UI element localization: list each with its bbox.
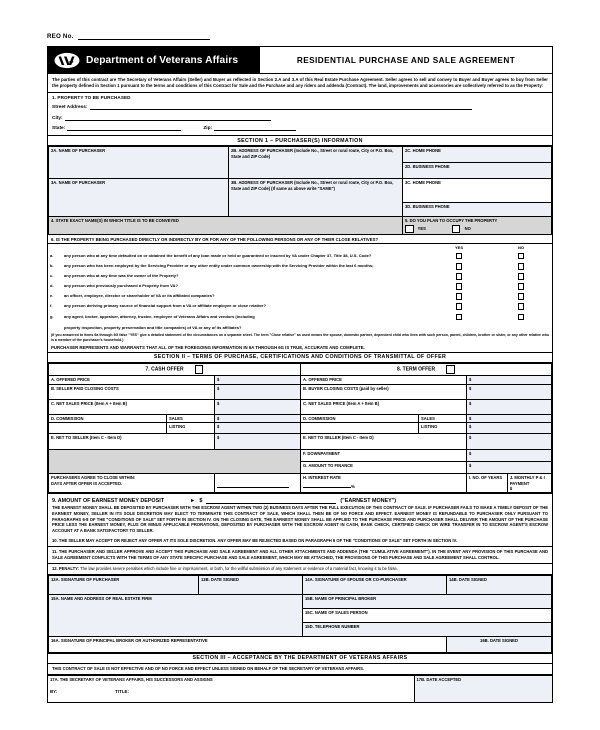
table-row	[49, 434, 552, 450]
term-offered-price-input[interactable]	[467, 376, 552, 384]
earnest-money-label: 9. AMOUNT OF EARNEST MONEY DEPOSIT	[52, 498, 165, 505]
item-text: any agent, broker, appraiser, attorney, trustee, employee of Veterans Affairs and vendors (including	[64, 313, 255, 319]
purchaser1-address-label: 2B. ADDRESS OF PURCHASER (Include No., Street or rural route, City or P.O. Box, State and ZIP Code)	[231, 148, 394, 159]
city-label: City:	[52, 115, 63, 121]
purchaser-date-cell[interactable]	[199, 575, 303, 594]
purchaser-signature-label: 13A. SIGNATURE OF PURCHASER	[51, 576, 120, 582]
spouse-date-label: 14B. DATE SIGNED	[449, 576, 487, 582]
real-estate-firm-cell[interactable]	[49, 594, 303, 636]
no-checkbox[interactable]	[518, 314, 524, 320]
cash-net-to-seller-label: E. NET TO SELLER (Item C - Item D)	[49, 434, 215, 450]
cash-blocked-cell	[49, 450, 301, 474]
real-estate-firm-label: 15A. NAME AND ADDRESS OF REAL ESTATE FIRM	[51, 595, 152, 601]
zip-label: Zip:	[203, 125, 213, 131]
downpayment-input[interactable]	[467, 450, 552, 462]
state-zip-row	[52, 124, 548, 131]
section1-bar: SECTION 1 – PURCHASER(S) INFORMATION	[48, 136, 552, 146]
title-conveyed-cell[interactable]	[49, 217, 403, 235]
cash-offer-label: 7. CASH OFFER	[145, 367, 184, 373]
form-header	[48, 47, 552, 74]
item-letter: g.	[50, 313, 54, 319]
item-yes-cell[interactable]	[428, 312, 490, 322]
table-row	[49, 179, 552, 203]
principal-broker-cell[interactable]	[303, 594, 552, 608]
close-within-suffix: DAYS AFTER OFFER IS ACCEPTED.	[51, 480, 123, 486]
table-row	[48, 675, 552, 702]
interest-rate-cell[interactable]	[301, 474, 467, 493]
item-letter: d.	[50, 283, 54, 289]
table-row	[49, 414, 552, 422]
paragraph-11-number: 11.	[52, 549, 58, 554]
item-text: any person who at any time was the owner of the Property?	[64, 273, 179, 279]
broker-date-cell[interactable]	[447, 636, 552, 652]
purchaser2-name-label: 3A. NAME OF PURCHASER	[51, 180, 106, 186]
purchaser1-home-phone-cell[interactable]	[403, 147, 552, 163]
currency-prefix: $	[217, 400, 220, 406]
paragraph-10-number: 10.	[52, 537, 58, 543]
va-purchase-agreement-form	[47, 46, 553, 703]
cash-closing-costs-label: B. SELLER PAID CLOSING COSTS	[49, 384, 215, 399]
purchaser1-business-phone-cell[interactable]	[403, 163, 552, 179]
table-row	[49, 376, 552, 384]
list-item	[48, 272, 552, 282]
purchaser1-home-phone-label: 2C. HOME PHONE	[405, 148, 441, 154]
purchaser1-address-cell[interactable]	[229, 147, 403, 179]
table-row	[49, 423, 552, 434]
date-accepted-label: 17B. DATE ACCEPTED	[416, 676, 462, 682]
table-row	[49, 363, 552, 376]
item-yes-cell[interactable]	[428, 292, 490, 302]
list-item	[48, 262, 552, 272]
state-label: State:	[52, 125, 66, 131]
downpayment-label: F. DOWNPAYMENT	[301, 450, 467, 462]
signature-table	[48, 575, 552, 653]
item-no-cell[interactable]	[490, 262, 552, 272]
close-within-label: PURCHASERS AGREE TO CLOSE WITHIN:	[51, 475, 136, 481]
term-net-sales-label: C. NET SALES PRICE (Item A + Item B)	[301, 399, 467, 414]
purchaser2-address-label: 3B. ADDRESS OF PURCHASER (Include No., Street or rural route, City or P.O. Box, State and ZIP Code) (If same as above write "SAME")	[231, 180, 394, 191]
earnest-money-body: THE EARNEST MONEY SHALL BE DEPOSITED BY PURCHASER WITH THE ESCROW AGENT WITHIN TWO (2) BUSINESS DAYS AFTER THE FULL EXECUTION OF THIS CONTRACT OF SALE. IF PURCHASER FAILS TO MAKE A TIMELY DEPOSIT OF THE EARNEST MONEY, SELLER IN ITS SOLE DISCRETION MAY ELECT TO TERMINATE THIS CONTRACT OF SALE, WHICH SHALL THEN BE OF NO FORCE AND EFFECT. EARNEST MONEY IS REFUNDABLE TO PURCHASER ONLY PURSUANT TO PARAGRAPHS 6-8 OF THE "CONDITIONS OF SALE" SET FORTH IN SECTION IV. ON THE CLOSING DATE, THE EARNEST MONEY SHALL BE APPLIED TO THE PURCHASE PRICE AND PURCHASER SHALL DELIVER THE AMOUNT OF THE PURCHASE PRICE LESS THE EARNEST MONEY, PLUS OR MINUS APPLICABLE PRORATIONS, DEPOSITED BY PURCHASER WITH THE ESCROW AGENT IN CASH, BANK CHECK, CERTIFIED CHECK OR WIRE TRANSFER IN TO ESCROW AGENT'S ESCROW ACCOUNT AT A BANK SATISFACTORY TO SELLER.	[52, 505, 548, 533]
term-offer-header	[301, 363, 552, 376]
item-yes-cell[interactable]	[428, 262, 490, 272]
currency-prefix: $	[469, 400, 472, 406]
term-net-to-seller-input[interactable]	[467, 434, 552, 450]
currency-prefix: $	[217, 415, 220, 421]
table-row	[49, 147, 552, 163]
state-input[interactable]	[67, 124, 181, 131]
purchaser2-home-phone-label: 3C. HOME PHONE	[405, 180, 441, 186]
spouse-signature-label: 14A. SIGNATURE OF SPOUSE OR CO-PURCHASER	[305, 576, 407, 582]
term-offer-label: 8. TERM OFFER	[397, 367, 436, 373]
item-letter: f.	[50, 303, 53, 309]
paragraph-11-text: THE PURCHASER AND SELLER APPROVE AND ACCEPT THIS PURCHASE AND SALE AGREEMENT AND ALL OTHER ATTACHMENTS AND ADDENDA (THE "CUMULATIVE AGREEMENT"). IN THE EVENT ANY PROVISION OF THIS PURCHASE AND SALE AGREEMENT CONFLICTS WITH THE TERMS OF ANY STATE SPECIFIC PURCHASE AND SALE AGREEMENT, WHICH MAY BE ATTACHED, THE PROVISIONS OF THIS PURCHASE AND SALE AGREEMENT SHALL CONTROL.	[52, 549, 548, 560]
sales-person-cell[interactable]	[303, 608, 552, 622]
relatives-question: 6. IS THE PROPERTY BEING PURCHASED DIRECTLY OR INDIRECTLY BY OR FOR ANY OF THE FOLLOWING PERSONS OR ANY OF THEIR CLOSE RELATIVES?	[48, 235, 552, 244]
item-yes-cell[interactable]	[428, 302, 490, 312]
monthly-payment-cell[interactable]	[507, 474, 551, 492]
currency-prefix: $	[469, 377, 472, 383]
term-commission-sales-input[interactable]	[467, 414, 552, 422]
table-row	[49, 575, 552, 594]
list-item	[48, 292, 552, 302]
sales-person-label: 15C. NAME OF SALES PERSON	[305, 609, 368, 615]
no-checkbox[interactable]	[518, 253, 524, 259]
form-title-area	[260, 47, 552, 73]
item-text: any person who has been employed by the Servicing Provider or any other entity under common ownership with the Servicing Provider within the last 6 months;	[64, 263, 374, 269]
list-item	[48, 282, 552, 292]
city-row	[52, 114, 548, 121]
term-commission-sales-label: SALES	[419, 414, 467, 422]
no-checkbox[interactable]	[518, 263, 524, 269]
agency-name: Department of Veterans Affairs	[86, 54, 239, 66]
no-checkbox[interactable]	[518, 303, 524, 309]
item-letter: e.	[50, 293, 54, 299]
amount-to-finance-label: G. AMOUNT TO FINANCE	[301, 462, 467, 474]
reo-number-label: REO No.	[47, 33, 74, 40]
by-label[interactable]: BY:	[50, 689, 58, 695]
spouse-signature-cell[interactable]	[303, 575, 447, 594]
term-commission-label: D. COMMISSION	[301, 414, 419, 422]
purchaser-representation: PURCHASER REPRESENTS AND WARRANTS THAT ALL OF THE FOREGOING INFORMATION IN 6A THROUGH 6G IS TRUE, ACCURATE AND COMPLETE.	[48, 344, 552, 353]
relatives-table	[48, 244, 552, 332]
reo-number-input[interactable]	[78, 32, 210, 40]
currency-prefix: $	[469, 415, 472, 421]
years-payment-group	[467, 474, 552, 493]
paragraph-12	[48, 564, 552, 575]
broker-date-label: 16B. DATE SIGNED	[480, 637, 518, 643]
close-within-days-input[interactable]	[215, 474, 301, 493]
terms-table	[48, 363, 552, 493]
monthly-payment-prefix: $	[509, 485, 513, 491]
table-row	[49, 384, 552, 399]
table-row	[49, 399, 552, 414]
item-yes-cell[interactable]	[428, 272, 490, 282]
years-cell[interactable]	[467, 474, 507, 492]
cash-offer-checkbox[interactable]	[195, 365, 204, 374]
table-row	[49, 636, 552, 652]
broker-signature-cell[interactable]	[49, 636, 447, 652]
term-net-to-seller-label: E. NET TO SELLER (Item C - Item D)	[301, 434, 467, 450]
no-checkbox[interactable]	[518, 273, 524, 279]
no-checkbox[interactable]	[518, 283, 524, 289]
property-heading: 1. PROPERTY TO BE PURCHASED	[52, 94, 131, 100]
purchaser2-name-cell[interactable]	[49, 179, 229, 217]
section3-statement: THIS CONTRACT OF SALE IS NOT EFFECTIVE AND OF NO FORCE AND EFFECT UNLESS SIGNED ON BEHALF OF THE SECRETARY OF VETERANS AFFAIRS.	[48, 664, 552, 675]
by-title-row	[50, 682, 412, 695]
paragraph-12-number: 12. PENALTY:	[52, 565, 79, 571]
term-net-sales-input[interactable]	[467, 399, 552, 414]
table-row	[48, 244, 552, 252]
relatives-no-header: NO	[517, 245, 525, 251]
purchaser-date-label: 13B. DATE SIGNED	[201, 576, 239, 582]
term-commission-listing-label: LISTING	[419, 423, 467, 434]
paragraph-10-text: THE SELLER MAY ACCEPT OR REJECT ANY OFFER AT ITS SOLE DISCRETION. ANY OFFER MAY BE REJECTED BASED ON PARAGRAPH 6 OF THE "CONDITIONS OF SALE" SET FORTH IN SECTION IV.	[58, 537, 458, 543]
form-title: RESIDENTIAL PURCHASE AND SALE AGREEMENT	[296, 55, 516, 65]
purchaser2-address-cell[interactable]	[229, 179, 403, 217]
item-text: an officer, employee, director or shareholder of VA or its affiliated companies?	[64, 293, 215, 299]
title-conveyed-label: 4. STATE EXACT NAME(S) IN WHICH TITLE IS TO BE CONVEYED	[51, 218, 179, 224]
term-commission-spacer	[301, 423, 419, 434]
monthly-payment-label: J. MONTHLY P & I PAYMENT	[509, 475, 545, 486]
item-no-cell[interactable]	[490, 292, 552, 302]
relatives-footnote: (If you answered to items 6a through 6G false "YES" give a detailed statement of the circumstances on a separate sheet. The term "Close relative" as used means the spouse, domestic partner, dependent child who lives with such person, parent, children, brother or sister, or any other relative who is a member of the purchaser's household.)	[51, 333, 549, 342]
relatives-trailing-text: property inspection, property preservation and title companies) of VA or any of its affiliates?	[64, 325, 242, 331]
secretary-label: 17A. THE SECRETARY OF VETERANS AFFAIRS, HIS SUCCESSORS AND ASSIGNS	[50, 676, 213, 682]
cash-commission-spacer	[49, 423, 167, 434]
date-accepted-cell[interactable]	[414, 675, 552, 702]
purchaser1-name-cell[interactable]	[49, 147, 229, 179]
table-row	[49, 594, 552, 608]
yes-checkbox[interactable]	[456, 314, 462, 320]
yes-checkbox[interactable]	[456, 283, 462, 289]
term-offered-price-label: A. OFFERED PRICE	[301, 376, 467, 384]
cash-commission-listing-label: LISTING	[167, 423, 215, 434]
spouse-date-cell[interactable]	[447, 575, 552, 594]
currency-prefix: $	[217, 385, 220, 391]
purchaser1-name-label: 2A. NAME OF PURCHASER	[51, 148, 106, 154]
earnest-money-header	[48, 494, 552, 505]
cash-offered-price-input[interactable]	[215, 376, 301, 384]
cash-net-sales-label: C. NET SALES PRICE (Item A + Item B)	[49, 399, 215, 414]
interest-rate-label: H. INTEREST RATE	[303, 475, 341, 481]
city-input[interactable]	[65, 114, 271, 121]
currency-prefix: $	[217, 424, 220, 430]
principal-broker-label: 15B. NAME OF PRINCIPAL BROKER	[305, 595, 377, 601]
currency-prefix: $	[469, 424, 472, 430]
item-text: any person who at any time defaulted on or obtained the benefit of any loan made or held or guaranteed or insured by VA under Chapter 37, Title 38, U.S. Code?	[64, 253, 372, 259]
zip-input[interactable]	[214, 124, 296, 131]
agency-banner	[48, 47, 260, 73]
item-letter: c.	[50, 273, 54, 279]
street-address-label: Street Address:	[52, 105, 88, 111]
form-sheet	[47, 28, 553, 700]
currency-prefix: $	[217, 377, 220, 383]
section3-bar: SECTION III – ACCEPTANCE BY THE DEPARTMENT OF VETERANS AFFAIRS	[48, 653, 552, 664]
earnest-money-suffix: ("EARNEST MONEY")	[340, 498, 397, 505]
cash-commission-sales-label: SALES	[167, 414, 215, 422]
list-item	[48, 312, 552, 322]
item-no-cell[interactable]	[490, 302, 552, 312]
acceptance-table	[48, 675, 552, 702]
item-no-cell[interactable]	[490, 282, 552, 292]
table-row	[49, 217, 552, 235]
cash-net-sales-input[interactable]	[215, 399, 301, 414]
occupy-property-cell[interactable]	[403, 217, 552, 235]
property-section	[48, 93, 552, 136]
list-item	[48, 252, 552, 262]
currency-prefix: $	[217, 435, 220, 441]
secretary-cell[interactable]	[48, 675, 414, 702]
purchaser2-business-phone-label: 3D. BUSINESS PHONE	[405, 204, 450, 210]
amount-to-finance-input[interactable]	[467, 462, 552, 474]
item-yes-cell[interactable]	[428, 252, 490, 262]
street-address-row	[52, 103, 548, 110]
table-row	[48, 322, 552, 332]
title-label[interactable]: TITLE:	[115, 689, 129, 695]
years-label: I. NO. OF YEARS	[469, 475, 503, 481]
purchaser-info-table	[48, 146, 552, 235]
currency-prefix: $	[469, 463, 472, 469]
preamble-text: The parties of this contract are The Secretary of Veterans Affairs (Seller) and Buyer as reflected in Section 2.A and 3.A of this Real Estate Purchase Agreement. Seller agrees to sell and convey to Buyer and Buyer agrees to buy from Seller the property defined in Section 1 pursuant to the terms and conditions of this Contract for Sale and the Purchase and any riders and addenda (Contract). The land, improvements and accessories are collectively referred to as the Property:	[48, 74, 552, 93]
occupy-property-label: 5. DO YOU PLAN TO OCCUPY THE PROPERTY	[405, 218, 498, 224]
term-closing-costs-input[interactable]	[467, 384, 552, 399]
yes-checkbox[interactable]	[456, 253, 462, 259]
yes-checkbox[interactable]	[456, 303, 462, 309]
earnest-money-section	[48, 493, 552, 536]
cash-commission-label: D. COMMISSION	[49, 414, 167, 422]
no-checkbox[interactable]	[518, 293, 524, 299]
item-no-cell[interactable]	[490, 252, 552, 262]
table-row	[49, 450, 552, 462]
cash-offered-price-label: A. OFFERED PRICE	[49, 376, 215, 384]
cash-net-to-seller-input[interactable]	[215, 434, 301, 450]
broker-signature-label: 16A. SIGNATURE OF PRINCIPAL BROKER OR AUTHORIZED REPRESENTATIVE	[51, 637, 208, 643]
telephone-number-cell[interactable]	[303, 622, 552, 636]
telephone-number-label: 15D. TELEPHONE NUMBER	[305, 623, 360, 629]
term-closing-costs-label: B. BUYER CLOSING COSTS (paid by seller)	[301, 384, 467, 399]
list-item	[48, 302, 552, 312]
currency-prefix: $	[469, 385, 472, 391]
item-letter: b.	[50, 263, 54, 269]
interest-rate-unit: %	[351, 483, 355, 489]
currency-prefix: $	[469, 451, 472, 457]
purchaser2-home-phone-cell[interactable]	[403, 179, 552, 203]
close-within-cell	[49, 474, 215, 493]
earnest-currency: $	[199, 498, 203, 505]
purchaser-signature-cell[interactable]	[49, 575, 199, 594]
item-yes-cell[interactable]	[428, 282, 490, 292]
cash-closing-costs-input[interactable]	[215, 384, 301, 399]
term-commission-listing-input[interactable]	[467, 423, 552, 434]
earnest-arrow-icon: ►	[190, 498, 196, 505]
currency-prefix: $	[469, 435, 472, 441]
item-text: any person who previously purchased a Property from VA?	[64, 283, 178, 289]
paragraph-12-text: The law provides severe penalties which include fine or imprisonment, or both, for the willful submission of any statement or evidence of a material fact, knowing it to be false.	[80, 565, 398, 571]
cash-commission-sales-input[interactable]	[215, 414, 301, 422]
purchaser1-business-phone-label: 2D. BUSINESS PHONE	[405, 164, 450, 170]
term-offer-checkbox[interactable]	[446, 365, 455, 374]
occupy-no-checkbox[interactable]	[452, 225, 461, 234]
item-letter: a.	[50, 253, 54, 259]
item-no-cell[interactable]	[490, 312, 552, 322]
yes-checkbox[interactable]	[456, 293, 462, 299]
section2-bar: SECTION II – TERMS OF PURCHASE, CERTIFICATIONS AND CONDITIONS OF TRANSMITTAL OF OFFER	[48, 353, 552, 363]
table-row	[467, 474, 551, 492]
paragraph-10	[48, 536, 552, 547]
earnest-money-input[interactable]	[206, 496, 336, 504]
yes-checkbox[interactable]	[456, 273, 462, 279]
street-address-input[interactable]	[90, 103, 472, 110]
relatives-yes-header: YES	[454, 245, 464, 251]
va-logo-icon	[54, 52, 80, 69]
item-no-cell[interactable]	[490, 272, 552, 282]
yes-checkbox[interactable]	[456, 263, 462, 269]
table-row	[49, 474, 552, 493]
purchaser2-business-phone-cell[interactable]	[403, 203, 552, 217]
reo-number-line	[47, 28, 553, 40]
item-text: any person deriving primary source of financial support from a VA or affiliate employee or close relative?	[64, 303, 266, 309]
cash-commission-listing-input[interactable]	[215, 423, 301, 434]
occupy-no-label: NO	[464, 225, 471, 231]
cash-offer-header	[49, 363, 301, 376]
occupy-yes-label: YES	[417, 225, 426, 231]
paragraph-11	[48, 547, 552, 564]
occupy-yes-checkbox[interactable]	[405, 225, 414, 234]
